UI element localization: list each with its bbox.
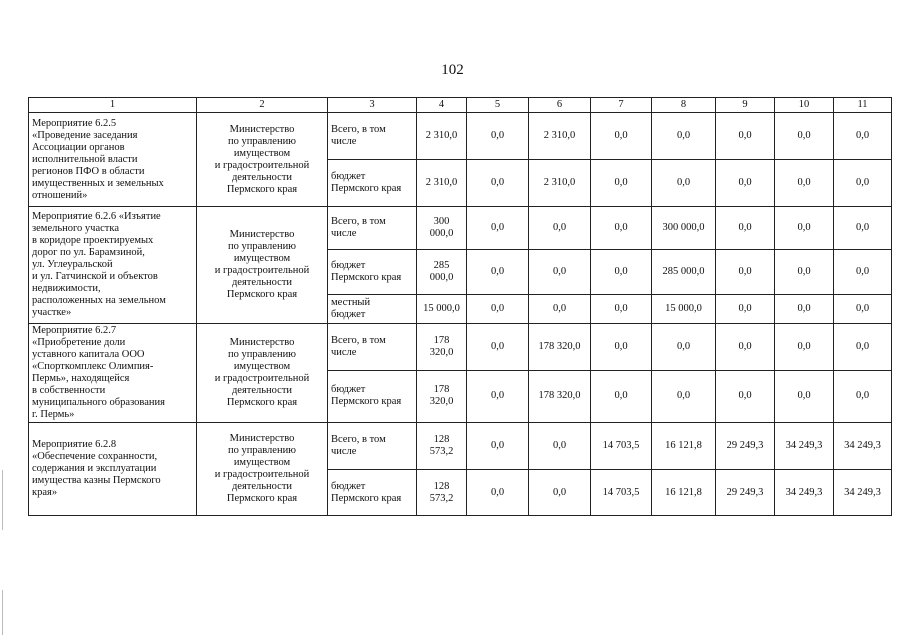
page-number: 102 [441, 62, 464, 78]
value-cell: 0,0 [529, 250, 591, 295]
value-cell: 0,0 [467, 113, 529, 160]
event-cell: Мероприятие 6.2.8 «Обеспечение сохранности, содержания и эксплуатации имущества казны Пермского края» [29, 423, 197, 516]
value-cell: 0,0 [467, 324, 529, 371]
column-header-1: 1 [29, 98, 197, 113]
value-cell: 0,0 [775, 160, 834, 207]
column-header-9: 9 [716, 98, 775, 113]
value-cell: 0,0 [834, 113, 892, 160]
column-header-5: 5 [467, 98, 529, 113]
value-cell: 0,0 [652, 160, 716, 207]
value-cell: 0,0 [834, 295, 892, 324]
value-cell: 16 121,8 [652, 423, 716, 470]
table-row [29, 207, 892, 250]
value-cell: 0,0 [716, 370, 775, 422]
value-cell: 0,0 [529, 207, 591, 250]
ministry-cell: Министерство по управлению имуществом и градостроительной деятельности Пермского края [197, 207, 328, 324]
value-cell: 0,0 [467, 250, 529, 295]
value-cell: 0,0 [652, 324, 716, 371]
value-cell: 0,0 [775, 207, 834, 250]
value-cell: 0,0 [529, 295, 591, 324]
column-header-2: 2 [197, 98, 328, 113]
value-cell: 0,0 [834, 324, 892, 371]
value-cell: 0,0 [716, 250, 775, 295]
value-cell: 0,0 [591, 324, 652, 371]
value-cell: 285 000,0 [417, 250, 467, 295]
value-cell: 0,0 [775, 295, 834, 324]
column-header-3: 3 [328, 98, 417, 113]
source-cell: бюджет Пермского края [328, 470, 417, 516]
value-cell: 14 703,5 [591, 470, 652, 516]
value-cell: 0,0 [775, 113, 834, 160]
value-cell: 34 249,3 [834, 423, 892, 470]
value-cell: 34 249,3 [775, 470, 834, 516]
value-cell: 0,0 [652, 113, 716, 160]
value-cell: 0,0 [716, 160, 775, 207]
value-cell: 0,0 [529, 423, 591, 470]
value-cell: 0,0 [467, 470, 529, 516]
source-cell: бюджет Пермского края [328, 160, 417, 207]
source-cell: местный бюджет [328, 295, 417, 324]
value-cell: 0,0 [834, 370, 892, 422]
ministry-cell: Министерство по управлению имуществом и градостроительной деятельности Пермского края [197, 423, 328, 516]
source-cell: Всего, в том числе [328, 113, 417, 160]
table-row [29, 113, 892, 160]
value-cell: 0,0 [775, 370, 834, 422]
source-cell: бюджет Пермского края [328, 250, 417, 295]
value-cell: 0,0 [529, 470, 591, 516]
value-cell: 128 573,2 [417, 423, 467, 470]
value-cell: 0,0 [591, 113, 652, 160]
value-cell: 178 320,0 [529, 370, 591, 422]
value-cell: 15 000,0 [652, 295, 716, 324]
column-header-10: 10 [775, 98, 834, 113]
value-cell: 0,0 [716, 113, 775, 160]
table-row [29, 324, 892, 371]
source-cell: Всего, в том числе [328, 324, 417, 371]
source-cell: бюджет Пермского края [328, 370, 417, 422]
value-cell: 0,0 [467, 160, 529, 207]
value-cell: 0,0 [834, 207, 892, 250]
value-cell: 0,0 [591, 207, 652, 250]
value-cell: 0,0 [834, 250, 892, 295]
column-header-4: 4 [417, 98, 467, 113]
value-cell: 0,0 [591, 295, 652, 324]
value-cell: 178 320,0 [417, 370, 467, 422]
header-row [29, 98, 892, 113]
value-cell: 2 310,0 [417, 160, 467, 207]
value-cell: 2 310,0 [529, 160, 591, 207]
value-cell: 16 121,8 [652, 470, 716, 516]
ministry-cell: Министерство по управлению имуществом и градостроительной деятельности Пермского края [197, 324, 328, 423]
ministry-cell: Министерство по управлению имуществом и градостроительной деятельности Пермского края [197, 113, 328, 207]
value-cell: 300 000,0 [652, 207, 716, 250]
value-cell: 0,0 [834, 160, 892, 207]
value-cell: 178 320,0 [417, 324, 467, 371]
value-cell: 29 249,3 [716, 423, 775, 470]
value-cell: 29 249,3 [716, 470, 775, 516]
source-cell: Всего, в том числе [328, 423, 417, 470]
column-header-7: 7 [591, 98, 652, 113]
column-header-8: 8 [652, 98, 716, 113]
budget-table [28, 97, 892, 516]
value-cell: 0,0 [652, 370, 716, 422]
event-cell: Мероприятие 6.2.5 «Проведение заседания Ассоциации органов исполнительной власти регионов ПФО в области имущественных и земельных отношений» [29, 113, 197, 207]
event-cell: Мероприятие 6.2.6 «Изъятие земельного участка в коридоре проектируемых дорог по ул. Барамзиной, ул. Углеуральской и ул. Гатчинской и объектов недвижимости, расположенных на земельном участке» [29, 207, 197, 324]
value-cell: 0,0 [716, 295, 775, 324]
column-header-11: 11 [834, 98, 892, 113]
value-cell: 0,0 [716, 324, 775, 371]
value-cell: 2 310,0 [417, 113, 467, 160]
value-cell: 0,0 [591, 370, 652, 422]
value-cell: 14 703,5 [591, 423, 652, 470]
value-cell: 300 000,0 [417, 207, 467, 250]
value-cell: 128 573,2 [417, 470, 467, 516]
value-cell: 0,0 [467, 207, 529, 250]
event-cell: Мероприятие 6.2.7 «Приобретение доли уставного капитала ООО «Спорткомплекс Олимпия- Пермь», находящейся в собственности муниципального образования г. Пермь» [29, 324, 197, 423]
value-cell: 0,0 [775, 250, 834, 295]
column-header-6: 6 [529, 98, 591, 113]
value-cell: 0,0 [467, 370, 529, 422]
table-row [29, 423, 892, 470]
value-cell: 0,0 [716, 207, 775, 250]
value-cell: 34 249,3 [834, 470, 892, 516]
value-cell: 0,0 [591, 160, 652, 207]
value-cell: 178 320,0 [529, 324, 591, 371]
scan-edge-mark [2, 470, 3, 530]
value-cell: 15 000,0 [417, 295, 467, 324]
value-cell: 2 310,0 [529, 113, 591, 160]
value-cell: 34 249,3 [775, 423, 834, 470]
value-cell: 0,0 [467, 295, 529, 324]
value-cell: 0,0 [591, 250, 652, 295]
value-cell: 0,0 [467, 423, 529, 470]
source-cell: Всего, в том числе [328, 207, 417, 250]
scan-edge-mark [2, 590, 3, 635]
value-cell: 0,0 [775, 324, 834, 371]
value-cell: 285 000,0 [652, 250, 716, 295]
